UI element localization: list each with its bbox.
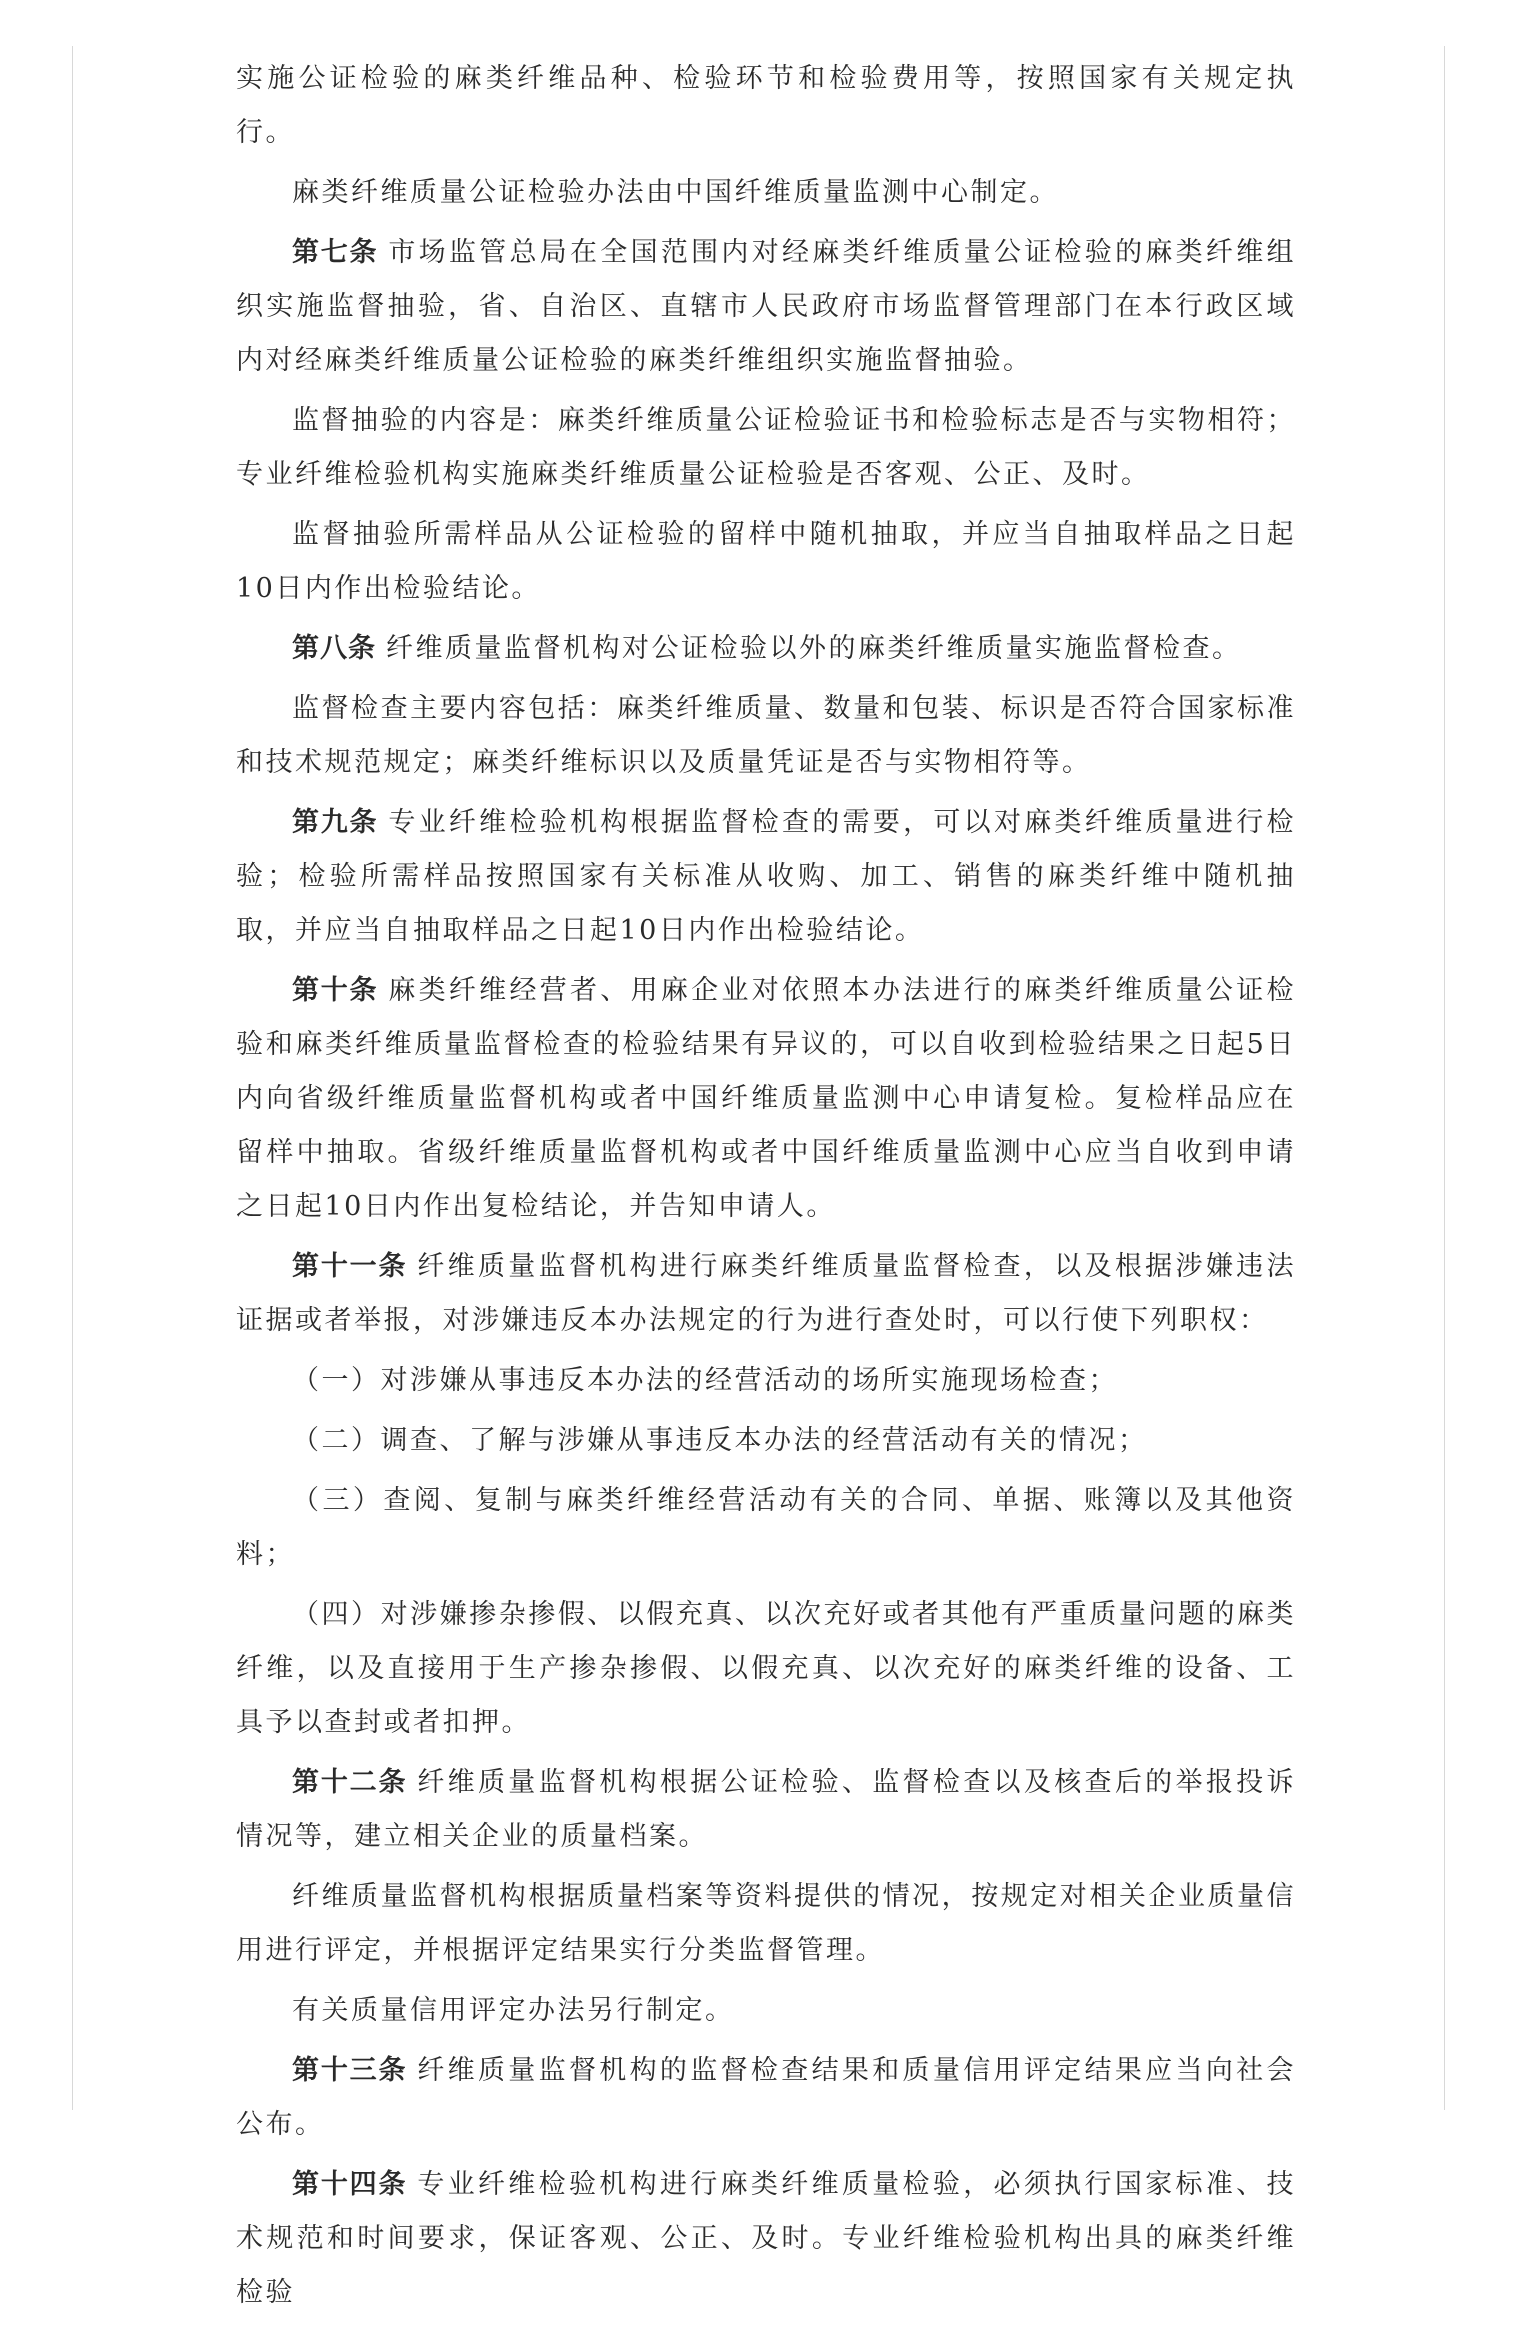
paragraph-text: 有关质量信用评定办法另行制定。 — [292, 1995, 735, 2026]
article-12 — [236, 1756, 1296, 1864]
paragraph — [236, 1984, 1296, 2038]
article-heading: 第十三条 — [292, 2055, 408, 2086]
paragraph-text: （四）对涉嫌掺杂掺假、以假充真、以次充好或者其他有严重质量问题的麻类纤维，以及直接用于生产掺杂掺假、以假充真、以次充好的麻类纤维的设备、工具予以查封或者扣押。 — [236, 1599, 1296, 1738]
paragraph — [236, 52, 1296, 160]
paragraph-text: 监督抽验的内容是：麻类纤维质量公证检验证书和检验标志是否与实物相符；专业纤维检验机构实施麻类纤维质量公证检验是否客观、公正、及时。 — [236, 405, 1296, 490]
right-margin-rule — [1444, 46, 1445, 2110]
paragraph-text: 纤维质量监督机构根据公证检验、监督检查以及核查后的举报投诉情况等，建立相关企业的质量档案。 — [236, 1767, 1296, 1852]
article-13 — [236, 2044, 1296, 2152]
paragraph-text: 纤维质量监督机构根据质量档案等资料提供的情况，按规定对相关企业质量信用进行评定，并根据评定结果实行分类监督管理。 — [236, 1881, 1296, 1966]
paragraph-text: 麻类纤维经营者、用麻企业对依照本办法进行的麻类纤维质量公证检验和麻类纤维质量监督检查的检验结果有异议的，可以自收到检验结果之日起5日内向省级纤维质量监督机构或者中国纤维质量监测中心申请复检。复检样品应在留样中抽取。省级纤维质量监督机构或者中国纤维质量监测中心应当自收到申请之日起10日内作出复检结论，并告知申请人。 — [236, 975, 1296, 1222]
paragraph-text: 市场监管总局在全国范围内对经麻类纤维质量公证检验的麻类纤维组织实施监督抽验，省、自治区、直辖市人民政府市场监督管理部门在本行政区域内对经麻类纤维质量公证检验的麻类纤维组织实施监督抽验。 — [236, 237, 1296, 376]
paragraph-text: （一）对涉嫌从事违反本办法的经营活动的场所实施现场检查； — [292, 1365, 1118, 1396]
paragraph-text: 纤维质量监督机构对公证检验以外的麻类纤维质量实施监督检查。 — [386, 633, 1242, 664]
list-item — [236, 1414, 1296, 1468]
paragraph-text: 纤维质量监督机构进行麻类纤维质量监督检查，以及根据涉嫌违法证据或者举报，对涉嫌违反本办法规定的行为进行查处时，可以行使下列职权： — [236, 1251, 1296, 1336]
article-heading: 第七条 — [292, 237, 379, 268]
paragraph-text: 实施公证检验的麻类纤维品种、检验环节和检验费用等，按照国家有关规定执行。 — [236, 63, 1296, 148]
paragraph-text: 专业纤维检验机构根据监督检查的需要，可以对麻类纤维质量进行检验；检验所需样品按照国家有关标准从收购、加工、销售的麻类纤维中随机抽取，并应当自抽取样品之日起10日内作出检验结论。 — [236, 807, 1296, 946]
article-8 — [236, 622, 1296, 676]
article-11 — [236, 1240, 1296, 1348]
paragraph-text: 监督检查主要内容包括：麻类纤维质量、数量和包装、标识是否符合国家标准和技术规范规定；麻类纤维标识以及质量凭证是否与实物相符等。 — [236, 693, 1296, 778]
list-item — [236, 1474, 1296, 1582]
left-margin-rule — [72, 46, 73, 2110]
article-9 — [236, 796, 1296, 958]
article-heading: 第十一条 — [292, 1251, 408, 1282]
paragraph-text: 纤维质量监督机构的监督检查结果和质量信用评定结果应当向社会公布。 — [236, 2055, 1296, 2140]
paragraph — [236, 394, 1296, 502]
paragraph-text: （二）调查、了解与涉嫌从事违反本办法的经营活动有关的情况； — [292, 1425, 1148, 1456]
paragraph — [236, 166, 1296, 220]
paragraph-text: 麻类纤维质量公证检验办法由中国纤维质量监测中心制定。 — [292, 177, 1059, 208]
paragraph-text: 专业纤维检验机构进行麻类纤维质量检验，必须执行国家标准、技术规范和时间要求，保证客观、公正、及时。专业纤维检验机构出具的麻类纤维检验 — [236, 2169, 1296, 2308]
paragraph — [236, 682, 1296, 790]
paragraph — [236, 508, 1296, 616]
article-heading: 第十二条 — [292, 1767, 408, 1798]
paragraph-text: （三）查阅、复制与麻类纤维经营活动有关的合同、单据、账簿以及其他资料； — [236, 1485, 1296, 1570]
article-heading: 第十四条 — [292, 2169, 408, 2200]
article-heading: 第九条 — [292, 807, 379, 838]
document-page — [236, 52, 1296, 2326]
list-item — [236, 1588, 1296, 1750]
paragraph-text: 监督抽验所需样品从公证检验的留样中随机抽取，并应当自抽取样品之日起10日内作出检验结论。 — [236, 519, 1296, 604]
article-10 — [236, 964, 1296, 1234]
paragraph — [236, 1870, 1296, 1978]
article-heading: 第十条 — [292, 975, 379, 1006]
list-item — [236, 1354, 1296, 1408]
article-14 — [236, 2158, 1296, 2320]
article-7 — [236, 226, 1296, 388]
article-heading: 第八条 — [292, 633, 376, 664]
